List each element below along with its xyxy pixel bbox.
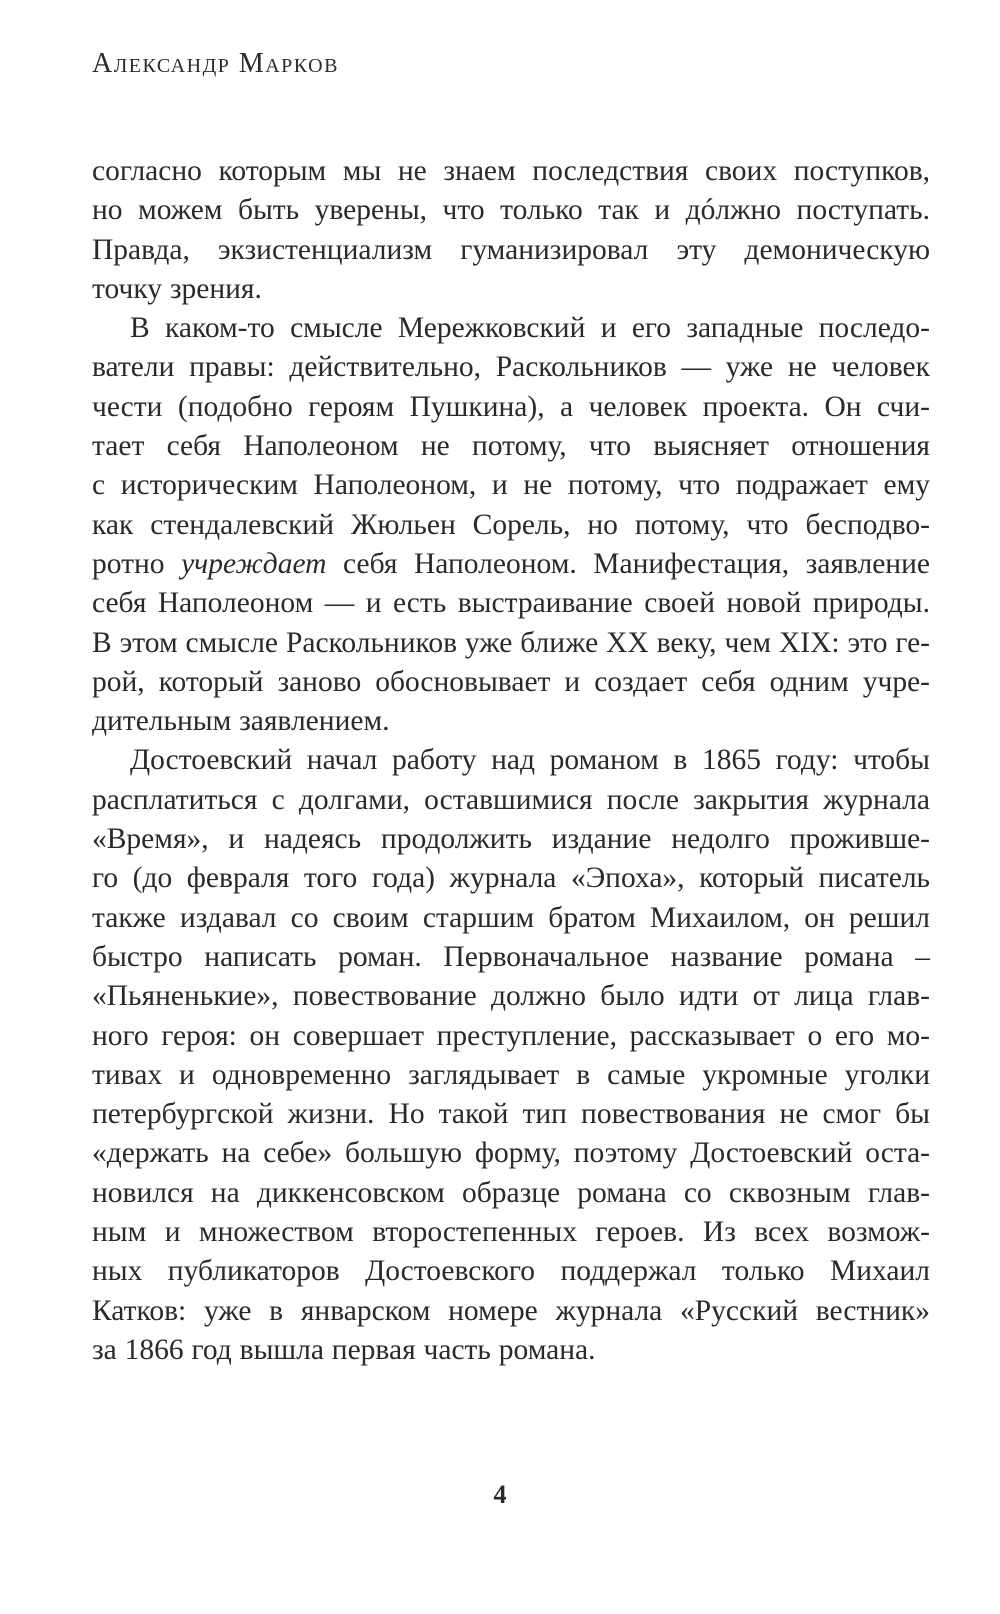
text-line: Правда, экзистенциализм гуманизировал эту демоническую — [92, 233, 930, 266]
text-line: дительным заявлением. — [92, 705, 390, 738]
text-line: себя Наполеоном — и есть выстраивание своей новой природы. — [92, 587, 930, 620]
text-line: быстро написать роман. Первоначальное название романа – — [92, 940, 930, 973]
text-line: но можем быть уверены, что только так и дóлжно поступать. — [92, 194, 930, 227]
text-line: «Пьяненькие», повествование должно было идти от лица глав- — [92, 980, 930, 1013]
page-number: 4 — [493, 1480, 507, 1509]
text-line: тает себя Наполеоном не потому, что выясняет отношения — [92, 430, 930, 463]
text-line: В каком-то смысле Мережковский и его западные последо- — [130, 312, 930, 345]
body-text — [92, 152, 930, 1370]
text-line: новился на диккенсовском образце романа со сквозным глав- — [92, 1176, 930, 1209]
text-line: за 1866 год вышла первая часть романа. — [92, 1333, 596, 1366]
text-line: согласно которым мы не знаем последствия своих поступков, — [92, 155, 930, 187]
italic-word: учреждает — [181, 547, 327, 580]
text-line — [92, 545, 930, 584]
running-head: Александр Марков — [92, 48, 339, 79]
text-line: точку зрения. — [92, 272, 262, 305]
text-line: «держать на себе» большую форму, поэтому Достоевский оста- — [92, 1137, 930, 1170]
text-line: как стендалевский Жюльен Сорель, но потому, что бесподво- — [92, 508, 930, 541]
text-line: го (до февраля того года) журнала «Эпоха», который писатель — [92, 862, 930, 895]
text-line: ного героя: он совершает преступление, рассказывает о его мо- — [92, 1019, 930, 1052]
text-line: петербургской жизни. Но такой тип повествования не смог бы — [92, 1098, 930, 1131]
text-line: ватели правы: действительно, Раскольников — уже не человек — [92, 351, 930, 384]
text-line: ных публикаторов Достоевского поддержал только Михаил — [92, 1255, 930, 1288]
text-line: рой, который заново обосновывает и создает себя одним учре- — [92, 665, 930, 698]
text-line: Достоевский начал работу над романом в 1865 году: чтобы — [130, 744, 930, 777]
text-line: расплатиться с долгами, оставшимися после закрытия журнала — [92, 783, 930, 816]
text-line: тивах и одновременно заглядывает в самые укромные уголки — [92, 1058, 930, 1091]
text-line: чести (подобно героям Пушкина), а человек проекта. Он счи- — [92, 390, 930, 423]
text-line: ным и множеством второстепенных героев. Из всех возмож- — [92, 1216, 930, 1249]
text-line: также издавал со своим старшим братом Михаилом, он решил — [92, 901, 930, 934]
text-line: В этом смысле Раскольников уже ближе XX веку, чем XIX: это ге- — [92, 626, 930, 659]
text-line: с историческим Наполеоном, и не потому, что подражает ему — [92, 469, 930, 502]
text-line: «Время», и надеясь продолжить издание недолго прожившe- — [92, 823, 930, 856]
text-line: Катков: уже в январском номере журнала «Русский вестник» — [92, 1294, 930, 1327]
text-segment: ротно — [92, 547, 182, 580]
text-segment: себя Наполеоном. Манифестация, заявление — [326, 547, 930, 580]
